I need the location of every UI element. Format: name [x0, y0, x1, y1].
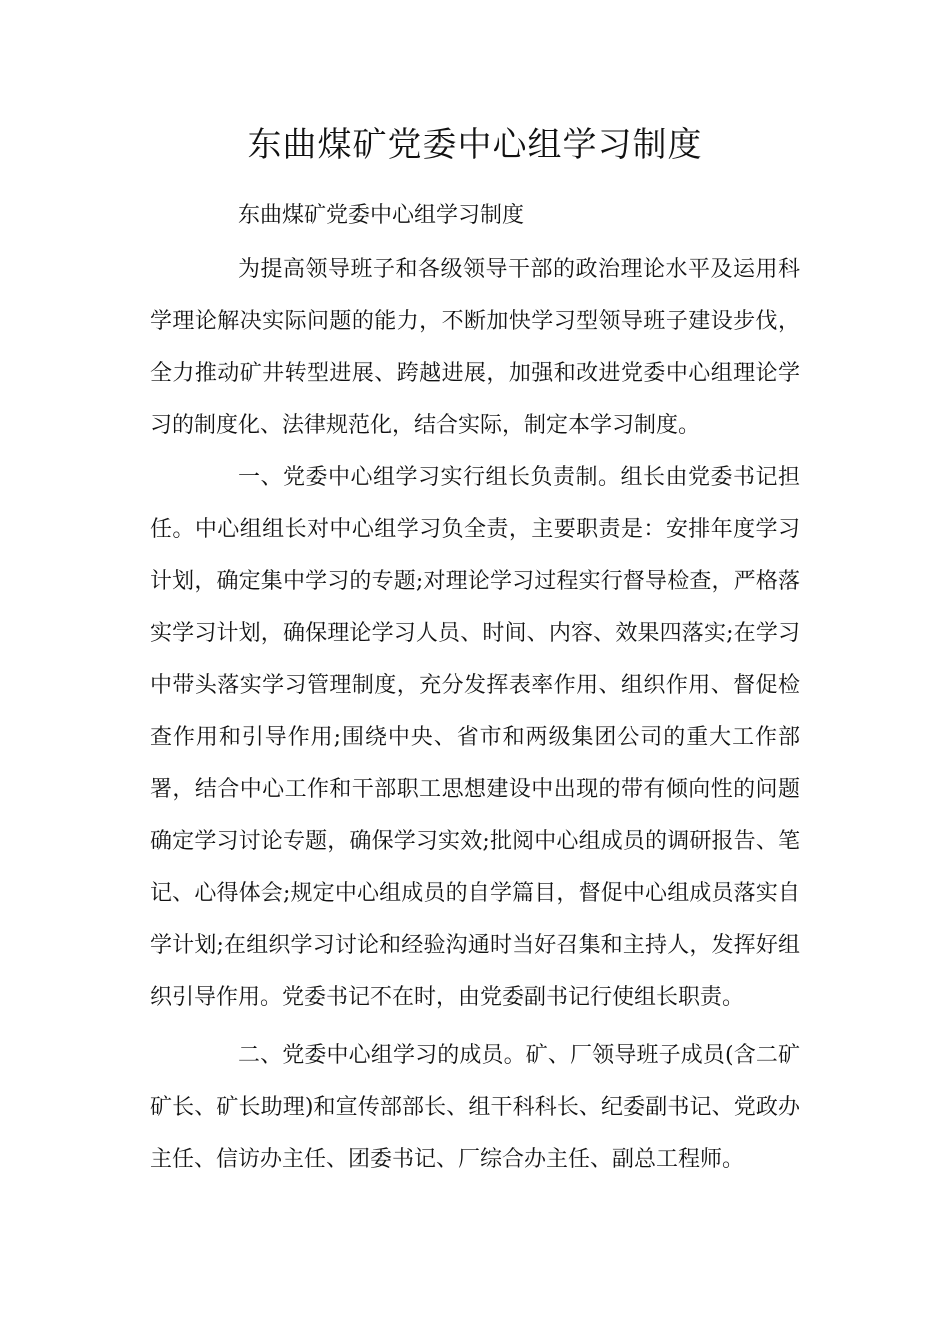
paragraph-section-1: 一、党委中心组学习实行组长负责制。组长由党委书记担任。中心组组长对中心组学习负全责，主要职责是：安排年度学习计划，确定集中学习的专题;对理论学习过程实行督导检查，严格落实学习计划，确保理论学习人员、时间、内容、效果四落实;在学习中带头落实学习管理制度，充分发挥表率作用、组织作用、督促检查作用和引导作用;围绕中央、省市和两级集团公司的重大工作部署，结合中心工作和干部职工思想建设中出现的带有倾向性的问题确定学习讨论专题，确保学习实效;批阅中心组成员的调研报告、笔记、心得体会;规定中心组成员的自学篇目，督促中心组成员落实自学计划;在组织学习讨论和经验沟通时当好召集和主持人，发挥好组织引导作用。党委书记不在时，由党委副书记行使组长职责。: [150, 465, 800, 1010]
paragraph-section-2: 二、党委中心组学习的成员。矿、厂领导班子成员(含二矿矿长、矿长助理)和宣传部部长、组干科科长、纪委副书记、党政办主任、信访办主任、团委书记、厂综合办主任、副总工程师。: [150, 1043, 800, 1172]
document-subtitle: 东曲煤矿党委中心组学习制度: [238, 203, 525, 228]
paragraph-intro: 为提高领导班子和各级领导干部的政治理论水平及运用科学理论解决实际问题的能力，不断加快学习型领导班子建设步伐，全力推动矿井转型进展、跨越进展，加强和改进党委中心组理论学习的制度化、法律规范化，结合实际，制定本学习制度。: [150, 257, 800, 438]
document-title: 东曲煤矿党委中心组学习制度: [247, 125, 703, 165]
document-body: [150, 190, 800, 1186]
